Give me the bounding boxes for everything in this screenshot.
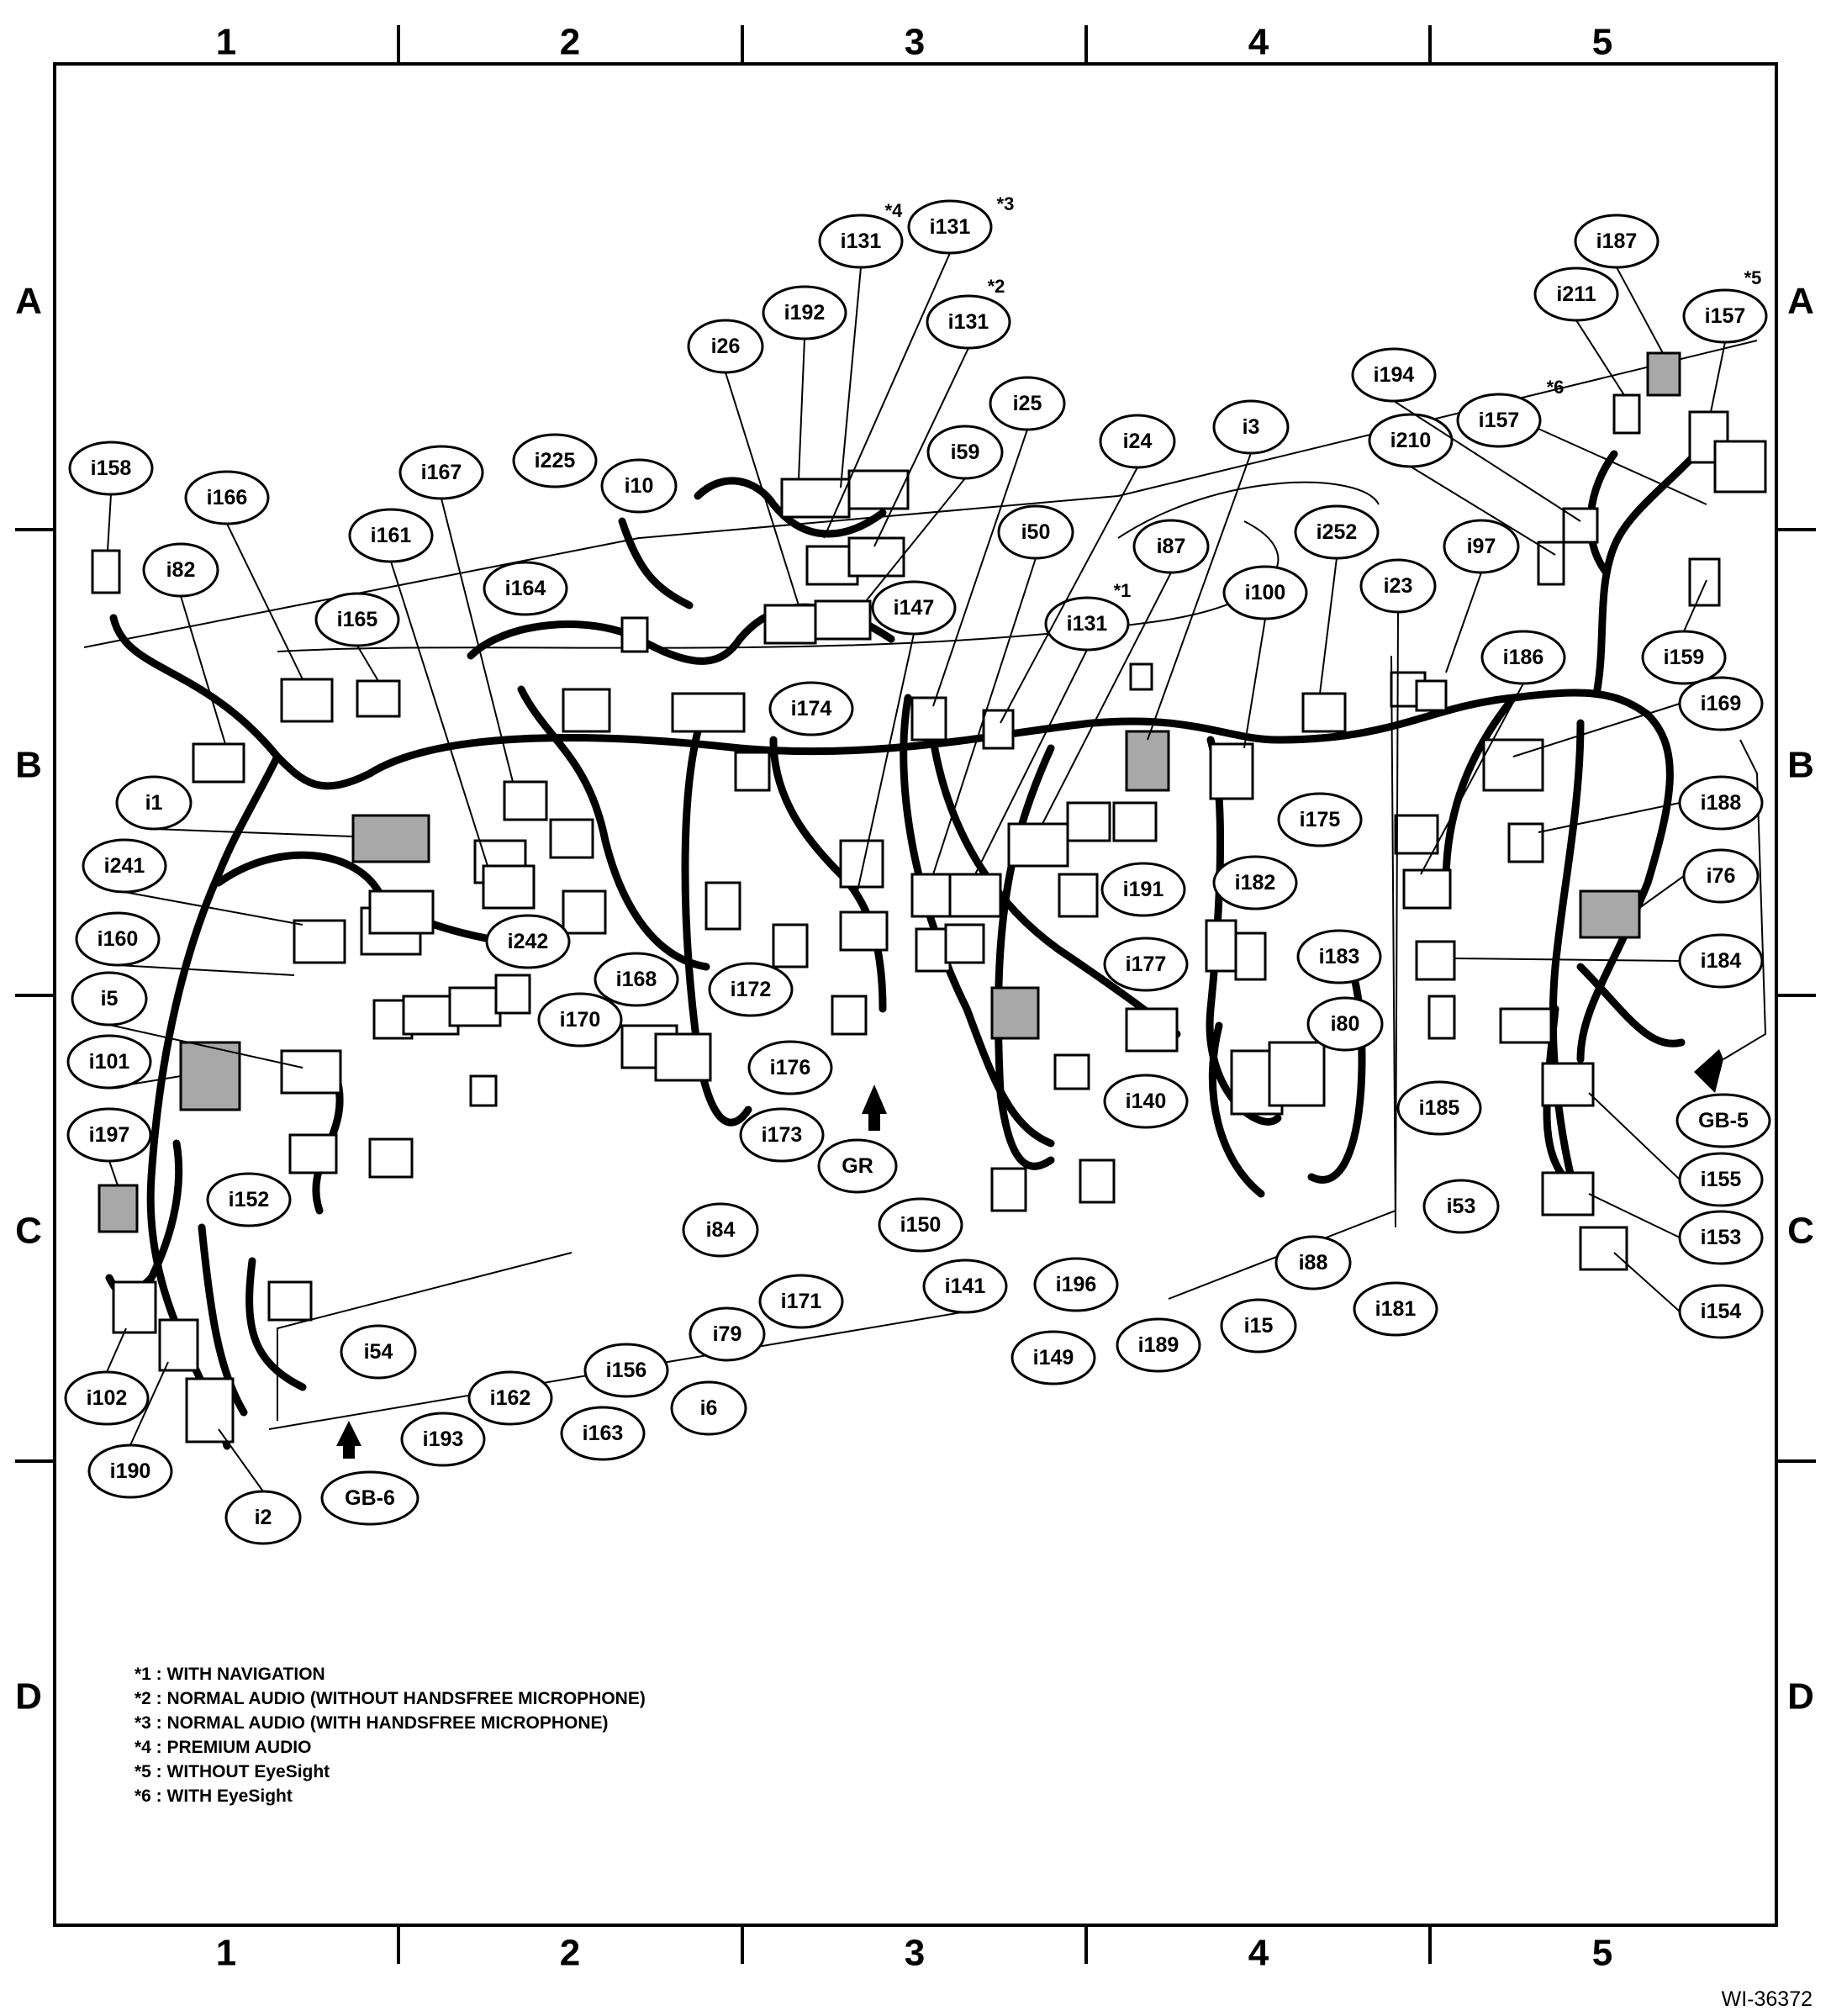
grid-row-right-B: B: [1787, 744, 1814, 786]
label-i177: [1105, 938, 1187, 990]
svg-text:i177: i177: [1125, 953, 1167, 976]
svg-text:i147: i147: [893, 596, 935, 620]
label-i84: [683, 1204, 757, 1256]
svg-text:i164: i164: [504, 577, 546, 600]
label-i170: [539, 994, 621, 1046]
svg-text:i26: i26: [710, 335, 741, 358]
label-i152: [208, 1174, 290, 1226]
svg-text:i159: i159: [1663, 646, 1705, 669]
label-i162: [469, 1372, 551, 1424]
note-3: *3 : NORMAL AUDIO (WITH HANDSFREE MICROPHONE): [135, 1713, 609, 1733]
label-i25: [990, 377, 1064, 430]
label-i166: [186, 472, 268, 524]
label-i171: [760, 1275, 842, 1327]
svg-text:i210: i210: [1390, 429, 1432, 452]
label-i149: [1012, 1332, 1095, 1384]
svg-text:i188: i188: [1700, 791, 1742, 815]
svg-text:i1: i1: [145, 791, 163, 815]
label-i161: [350, 509, 432, 562]
svg-text:i242: i242: [507, 930, 549, 953]
note-1: *1 : WITH NAVIGATION: [135, 1665, 325, 1684]
svg-text:i3: i3: [1242, 415, 1260, 439]
note-6: *6 : WITH EyeSight: [135, 1786, 293, 1806]
svg-text:i176: i176: [769, 1056, 811, 1079]
svg-text:i156: i156: [605, 1359, 647, 1382]
svg-text:i225: i225: [534, 449, 576, 472]
label-i185: [1398, 1082, 1480, 1134]
diagram-frame: [55, 64, 1776, 1925]
svg-text:i191: i191: [1122, 878, 1164, 901]
svg-text:i174: i174: [790, 697, 832, 720]
label-i158: [70, 442, 152, 494]
label-gr: [819, 1140, 896, 1192]
label-i156: [585, 1344, 667, 1396]
label-i252: [1295, 506, 1378, 558]
svg-text:i181: i181: [1375, 1297, 1417, 1321]
label-i186: [1482, 631, 1565, 683]
label-i175: [1279, 794, 1361, 846]
label-i80: [1308, 998, 1382, 1050]
svg-text:i165: i165: [336, 608, 378, 631]
svg-text:i25: i25: [1012, 392, 1042, 415]
svg-text:i53: i53: [1446, 1195, 1476, 1218]
grid-col-bottom-5: 5: [1591, 1932, 1613, 1974]
svg-text:i157: i157: [1478, 409, 1520, 432]
svg-text:i140: i140: [1125, 1090, 1167, 1113]
label-i193: [402, 1413, 484, 1465]
svg-text:i157: i157: [1704, 304, 1746, 328]
label-i192: [763, 287, 846, 339]
svg-text:i160: i160: [97, 927, 139, 951]
label-i2: [226, 1491, 300, 1544]
svg-text:i187: i187: [1596, 230, 1638, 253]
grid-col-top-2: 2: [559, 21, 581, 63]
svg-text:i170: i170: [559, 1008, 601, 1032]
svg-text:GB-5: GB-5: [1698, 1109, 1749, 1132]
label-i196: [1035, 1259, 1117, 1311]
label-i173: [741, 1109, 823, 1161]
label-i150: [879, 1199, 962, 1251]
svg-text:i197: i197: [88, 1123, 130, 1147]
label-i157-with-eyesight: [1458, 377, 1564, 446]
svg-text:*6: *6: [1546, 377, 1565, 398]
label-i3: [1214, 401, 1288, 453]
svg-text:i97: i97: [1466, 535, 1496, 558]
svg-text:i186: i186: [1502, 646, 1544, 669]
label-i131-premium: [820, 200, 903, 267]
label-i6: [672, 1382, 746, 1434]
svg-text:i166: i166: [206, 486, 248, 509]
label-i82: [144, 544, 218, 596]
svg-text:i185: i185: [1418, 1096, 1460, 1120]
grid-row-right-A: A: [1787, 280, 1814, 322]
svg-text:i141: i141: [944, 1275, 986, 1298]
label-i242: [487, 916, 569, 968]
label-i153: [1680, 1211, 1762, 1264]
svg-text:i50: i50: [1021, 520, 1051, 544]
svg-text:i211: i211: [1556, 282, 1596, 306]
label-i102: [66, 1372, 148, 1424]
label-i182: [1214, 857, 1296, 909]
svg-text:i82: i82: [166, 558, 196, 582]
label-i10: [602, 460, 676, 512]
label-i155: [1680, 1153, 1762, 1206]
svg-text:i252: i252: [1316, 520, 1358, 544]
label-i154: [1680, 1285, 1762, 1338]
label-gb6: [322, 1472, 418, 1524]
label-i24: [1100, 415, 1174, 467]
label-i197: [68, 1109, 150, 1161]
label-i241: [83, 840, 166, 892]
label-i168: [595, 953, 678, 1005]
grid-row-right-D: D: [1787, 1676, 1814, 1718]
svg-text:i161: i161: [370, 524, 412, 547]
label-i225: [514, 435, 596, 487]
svg-text:i84: i84: [705, 1218, 736, 1242]
label-i131-normal-hf: [909, 193, 1014, 253]
svg-text:*4: *4: [884, 200, 903, 221]
svg-text:i131: i131: [947, 310, 989, 334]
note-2: *2 : NORMAL AUDIO (WITHOUT HANDSFREE MICROPHONE): [135, 1689, 646, 1708]
note-5: *5 : WITHOUT EyeSight: [135, 1762, 330, 1781]
grid-row-right-C: C: [1787, 1210, 1814, 1252]
label-i1: [117, 777, 191, 829]
label-i76: [1684, 850, 1758, 902]
note-4: *4 : PREMIUM AUDIO: [135, 1738, 312, 1757]
svg-text:i102: i102: [86, 1386, 128, 1410]
svg-text:i154: i154: [1700, 1300, 1742, 1323]
svg-text:i189: i189: [1137, 1333, 1179, 1357]
label-i176: [749, 1042, 831, 1094]
svg-text:*1: *1: [1113, 580, 1132, 601]
svg-text:i23: i23: [1383, 574, 1413, 598]
grid-col-top-3: 3: [904, 21, 926, 63]
label-i169: [1680, 678, 1762, 730]
svg-text:i193: i193: [422, 1428, 464, 1451]
label-i210: [1369, 414, 1452, 467]
label-i181: [1354, 1283, 1437, 1335]
label-i159: [1643, 631, 1725, 683]
label-i53: [1424, 1180, 1498, 1232]
svg-text:i131: i131: [929, 215, 971, 239]
svg-text:i175: i175: [1299, 808, 1341, 831]
label-i190: [89, 1445, 171, 1497]
label-i101: [68, 1036, 150, 1088]
grid-row-left-A: A: [15, 280, 42, 322]
grid-row-left-D: D: [15, 1676, 42, 1718]
svg-text:i54: i54: [363, 1340, 393, 1364]
svg-text:i194: i194: [1373, 363, 1415, 387]
svg-text:i190: i190: [109, 1459, 151, 1483]
grid-col-bottom-4: 4: [1248, 1932, 1269, 1974]
svg-text:*5: *5: [1744, 267, 1762, 288]
label-i191: [1102, 863, 1185, 916]
label-i165: [316, 594, 398, 646]
label-i147: [873, 582, 955, 634]
svg-text:i153: i153: [1700, 1226, 1742, 1249]
svg-text:i173: i173: [761, 1123, 803, 1147]
svg-text:i182: i182: [1234, 871, 1276, 895]
label-i15: [1222, 1300, 1295, 1352]
label-i174: [770, 683, 852, 735]
svg-text:i172: i172: [730, 978, 772, 1001]
svg-text:i101: i101: [88, 1050, 130, 1074]
label-i194: [1353, 349, 1435, 401]
svg-text:GB-6: GB-6: [345, 1486, 395, 1510]
label-i140: [1105, 1075, 1187, 1127]
label-i26: [689, 320, 762, 372]
label-i184: [1680, 935, 1762, 987]
svg-text:i163: i163: [582, 1422, 624, 1445]
svg-text:i241: i241: [103, 854, 145, 878]
label-i50: [999, 506, 1073, 558]
svg-text:i79: i79: [712, 1322, 742, 1346]
grid-col-bottom-1: 1: [215, 1932, 237, 1974]
svg-text:i2: i2: [254, 1506, 272, 1529]
label-i189: [1117, 1319, 1200, 1371]
svg-text:i6: i6: [699, 1396, 718, 1420]
label-i163: [562, 1407, 644, 1459]
svg-text:i150: i150: [900, 1213, 942, 1237]
label-i172: [710, 963, 792, 1016]
label-i167: [400, 446, 483, 499]
grid-col-bottom-3: 3: [904, 1932, 926, 1974]
svg-text:i183: i183: [1318, 945, 1360, 968]
grid-col-top-4: 4: [1248, 21, 1269, 63]
svg-text:i24: i24: [1122, 430, 1153, 453]
label-i100: [1224, 567, 1306, 619]
svg-text:*3: *3: [996, 193, 1015, 214]
label-i141: [924, 1260, 1006, 1312]
svg-text:i184: i184: [1700, 949, 1742, 973]
svg-text:i168: i168: [615, 968, 657, 991]
label-i59: [928, 426, 1002, 478]
svg-text:i88: i88: [1298, 1251, 1328, 1275]
label-i79: [690, 1308, 764, 1360]
grid-row-left-B: B: [15, 744, 42, 786]
svg-text:i80: i80: [1330, 1012, 1360, 1036]
label-i211: [1535, 268, 1617, 320]
svg-text:*2: *2: [987, 276, 1005, 297]
label-i54: [341, 1326, 415, 1378]
svg-text:i131: i131: [840, 230, 882, 253]
grid-col-top-1: 1: [215, 21, 237, 63]
label-i188: [1680, 777, 1762, 829]
svg-text:i162: i162: [489, 1386, 531, 1410]
svg-text:i158: i158: [90, 457, 132, 480]
svg-text:i76: i76: [1706, 864, 1736, 888]
label-i187: [1575, 215, 1658, 267]
label-i23: [1361, 560, 1435, 612]
svg-text:i149: i149: [1032, 1346, 1074, 1370]
svg-text:i196: i196: [1055, 1273, 1097, 1296]
svg-text:i167: i167: [420, 461, 462, 484]
svg-text:i5: i5: [100, 987, 119, 1011]
label-i164: [484, 562, 567, 615]
svg-text:i87: i87: [1156, 535, 1186, 558]
svg-text:GR: GR: [842, 1154, 873, 1178]
svg-text:i192: i192: [784, 301, 826, 325]
svg-text:i169: i169: [1700, 692, 1742, 715]
svg-text:i152: i152: [228, 1188, 270, 1211]
figure-id: WI-36372: [1721, 1987, 1813, 2011]
svg-text:i10: i10: [624, 474, 654, 498]
label-i157-without-eyesight: [1684, 267, 1766, 342]
grid-col-top-5: 5: [1591, 21, 1613, 63]
svg-text:i59: i59: [950, 441, 980, 464]
label-i97: [1444, 520, 1518, 573]
svg-text:i15: i15: [1243, 1314, 1274, 1338]
label-i5: [72, 973, 146, 1025]
svg-text:i155: i155: [1700, 1168, 1742, 1191]
label-i160: [77, 913, 159, 965]
label-gb5: [1677, 1095, 1770, 1147]
label-i88: [1276, 1237, 1350, 1289]
label-i183: [1298, 931, 1380, 983]
label-i87: [1134, 520, 1208, 573]
svg-text:i100: i100: [1244, 581, 1286, 604]
svg-text:i131: i131: [1066, 612, 1108, 636]
label-i131-normal: [927, 276, 1010, 348]
svg-text:i171: i171: [780, 1290, 822, 1313]
grid-col-bottom-2: 2: [559, 1932, 581, 1974]
grid-row-left-C: C: [15, 1210, 42, 1252]
